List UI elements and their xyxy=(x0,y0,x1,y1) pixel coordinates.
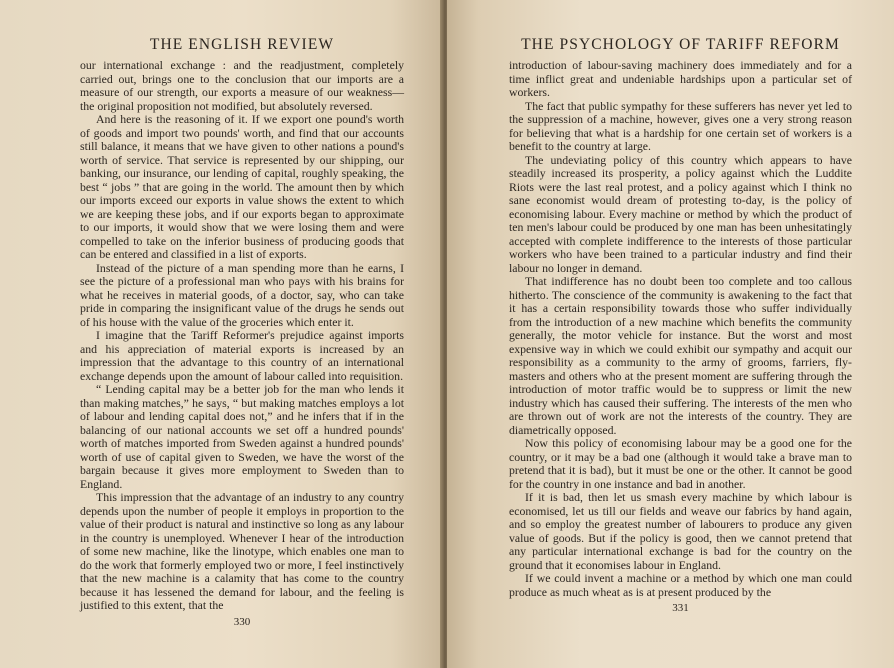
paragraph: introduction of labour-saving machinery does immediately and for a time inflict great and undeniable hardships upon a particular set of workers. xyxy=(509,58,852,99)
paragraph: “ Lending capital may be a better job for the man who lends it than making matches,” he says, “ but making matches employs a lot of labour and lending capital does not,” and he infers that if in the balancing of our national accounts we set off a hundred pounds' worth of matches imported from Sweden against a hundred pounds' worth of use of capital given to Sweden, we have the worst of the bargain because it gives more employment to Sweden than to England. xyxy=(80,382,404,491)
running-head-right: THE PSYCHOLOGY OF TARIFF REFORM xyxy=(521,36,840,53)
right-page xyxy=(447,0,894,668)
paragraph: Now this policy of economising labour may be a good one for the country, or it may be a bad one (although it would take a brave man to pretend that it is bad), but it must be one or the other. It cannot be good for the country in one instance and bad in another. xyxy=(509,436,852,491)
paragraph: That indifference has no doubt been too complete and too callous hitherto. The conscience of the community is awakening to the fact that it has a certain responsibility towards those who suffer individually from the introduction of a new machine which benefits the community generally, the motor vehicle for instance. But the worst and most expensive way in which we could exhibit our sympathy and acquit our responsibility as a community to the army of grooms, farriers, fly-masters and others who at the present moment are suffering through the introduction of motor traffic would be to suppress or limit the new industry which has caused their suffering. The interests of the men who are thrown out of work are not the interests of the country. They are diametrically opposed. xyxy=(509,274,852,437)
paragraph: I imagine that the Tariff Reformer's prejudice against imports and his appreciation of material exports is increased by an impression that the advantage to this country of an international exchange depends upon the amount of labour called into requisition. xyxy=(80,328,404,383)
page-number-left: 330 xyxy=(233,615,251,628)
paragraph: If we could invent a machine or a method by which one man could produce as much wheat as is at present produced by the xyxy=(509,571,852,599)
page-number-right: 331 xyxy=(672,602,689,614)
paragraph: This impression that the advantage of an industry to any country depends upon the number of people it employs in proportion to the value of their product is natural and instinctive so long as any labour in the country is unemployed. Whenever I hear of the introduction of some new machine, like the linotype, which enables one man to do the work that formerly employed two or more, I feel instinctively that the new machine is a calamity that has come to the country because it has lessened the demand for labour, and the feeling is justified to this extent, that the xyxy=(80,490,404,612)
left-page xyxy=(0,0,444,668)
right-page-body xyxy=(509,59,852,599)
paragraph: If it is bad, then let us smash every machine by which labour is economised, let us till our fields and weave our fabrics by hand again, and so employ the greatest number of labourers to produce any given value of goods. But if the policy is good, then we cannot pretend that any particular international exchange is bad for the country on the ground that it economises labour in England. xyxy=(509,490,852,572)
paragraph: Instead of the picture of a man spending more than he earns, I see the picture of a professional man who pays with his brains for what he receives in material goods, of a doctor, say, who can take pride in comparing the insignificant value of the drugs he sends out of his house with the value of the groceries which enter it. xyxy=(80,260,404,329)
paragraph: The fact that public sympathy for these sufferers has never yet led to the suppression of a machine, however, gives one a very strong reason for believing that what is a hardship for one certain set of workers is a benefit to the country at large. xyxy=(509,98,852,153)
paragraph: The undeviating policy of this country which appears to have steadily increased its prosperity, a policy against which the Luddite Riots were the last real protest, and a policy against which I think no sane economist would dream of protesting to-day, is the policy of economising labour. Every machine or method by which the product of ten men's labour could be produced by one man has been unhesitatingly accepted with complete indifference to the interests of those particular workers who have been trained to a particular industry and find their labour no longer in demand. xyxy=(509,152,852,275)
paragraph: our international exchange : and the readjustment, completely carried out, brings one to the conclusion that our imports are a measure of our strength, our exports a measure of our weakness—the original proposition not modified, but absolutely reversed. xyxy=(80,58,404,113)
left-page-body xyxy=(80,59,404,613)
paragraph: And here is the reasoning of it. If we export one pound's worth of goods and import two pounds' worth, and find that our accounts still balance, it means that we have given to other nations a pound's worth of service. That service is represented by our shipping, our banking, our insurance, our lending of capital, roughly speaking, the best “ jobs ” that are going in the world. The amount then by which our imports exceed our exports in value shows the extent to which we are keeping these jobs, and if our exports began to approximate to our imports, it would show that we were losing them and were compelled to take on the inferior business of producing goods that can be entered and classified in a list of exports. xyxy=(80,112,404,261)
running-head-left: THE ENGLISH REVIEW xyxy=(149,36,335,53)
